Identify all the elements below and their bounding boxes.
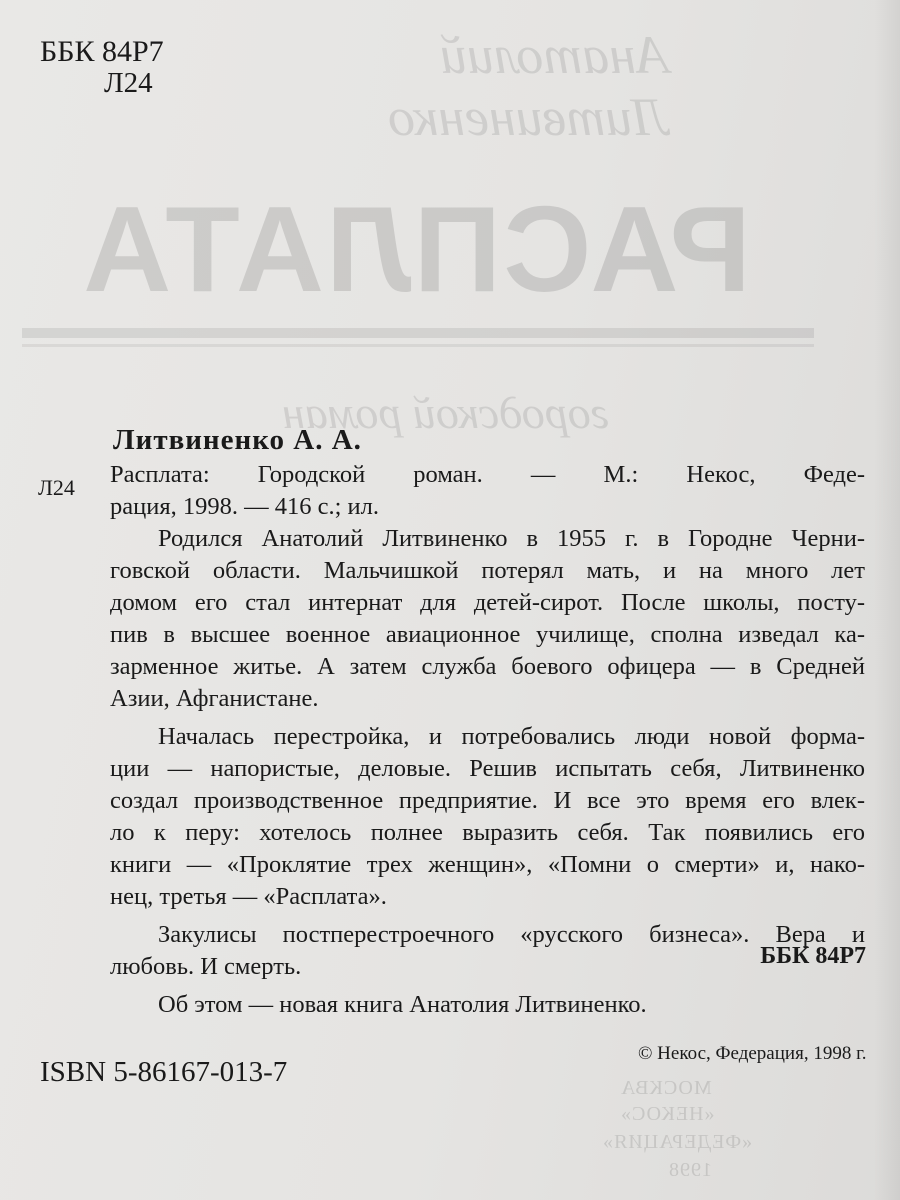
annotation-line: нец, третья — «Расплата». xyxy=(110,883,387,910)
author-code-top: Л24 xyxy=(104,67,153,99)
annotation-line: Закулисы постперестроечного «русского бизнеса». Вера и xyxy=(158,921,865,948)
annotation-line: Началась перестройка, и потребовались люди новой форма- xyxy=(158,723,865,750)
annotation-line: домом его стал интернат для детей-сирот. После школы, посту- xyxy=(110,589,865,616)
annotation-line: книги — «Проклятие трех женщин», «Помни о смерти» и, нако- xyxy=(110,851,865,878)
showthrough-rule xyxy=(22,328,814,338)
page-edge-shadow xyxy=(874,0,900,1200)
annotation-line: Об этом — новая книга Анатолия Литвиненко. xyxy=(158,991,647,1018)
showthrough-author-last: Литвиненко xyxy=(388,87,669,147)
author-code-side: Л24 xyxy=(38,475,75,500)
annotation-line: любовь. И смерть. xyxy=(110,953,302,980)
showthrough-title: РАСПЛАТА xyxy=(80,181,752,317)
annotation-line: создал производственное предприятие. И все это время его влек- xyxy=(110,787,865,814)
author-heading: Литвиненко А. А. xyxy=(113,424,362,456)
bibliographic-line: Расплата: Городской роман. — М.: Некос, Феде- xyxy=(110,461,865,488)
annotation-line: Азии, Афганистане. xyxy=(110,685,319,712)
catalog-entry xyxy=(110,459,865,1021)
annotation-line: Родился Анатолий Литвиненко в 1955 г. в Городне Черни- xyxy=(158,525,865,552)
showthrough-publisher-line: МОСКВА xyxy=(620,1077,712,1099)
annotation-line: зарменное житье. А затем служба боевого офицера — в Средней xyxy=(110,653,865,680)
bibliographic-line: рация, 1998. — 416 с.; ил. xyxy=(110,493,380,520)
bbk-code-bottom: ББК 84Р7 xyxy=(760,943,866,969)
showthrough-author-first: Анатолий xyxy=(440,25,669,85)
annotation-line: пив в высшее военное авиационное училище, сполна изведал ка- xyxy=(110,621,865,648)
bbk-code-top: ББК 84Р7 xyxy=(40,35,164,68)
showthrough-rule-thin xyxy=(22,344,814,347)
annotation-line: ции — напористые, деловые. Решив испытать себя, Литвиненко xyxy=(110,755,865,782)
showthrough-publisher-year: 1998 xyxy=(668,1159,712,1181)
showthrough-subtitle: городской роман xyxy=(282,387,609,438)
annotation-line: ло к перу: хотелось полнее выразить себя. Так появились его xyxy=(110,819,865,846)
copyright-notice: © Некос, Федерация, 1998 г. xyxy=(638,1043,867,1064)
showthrough-publisher-line: «ФЕДЕРАЦИЯ» xyxy=(602,1131,753,1153)
isbn: ISBN 5-86167-013-7 xyxy=(40,1056,288,1088)
showthrough-publisher-line: «НЕКОС» xyxy=(620,1103,715,1125)
annotation-line: говской области. Мальчишкой потерял мать, и на много лет xyxy=(110,557,865,584)
